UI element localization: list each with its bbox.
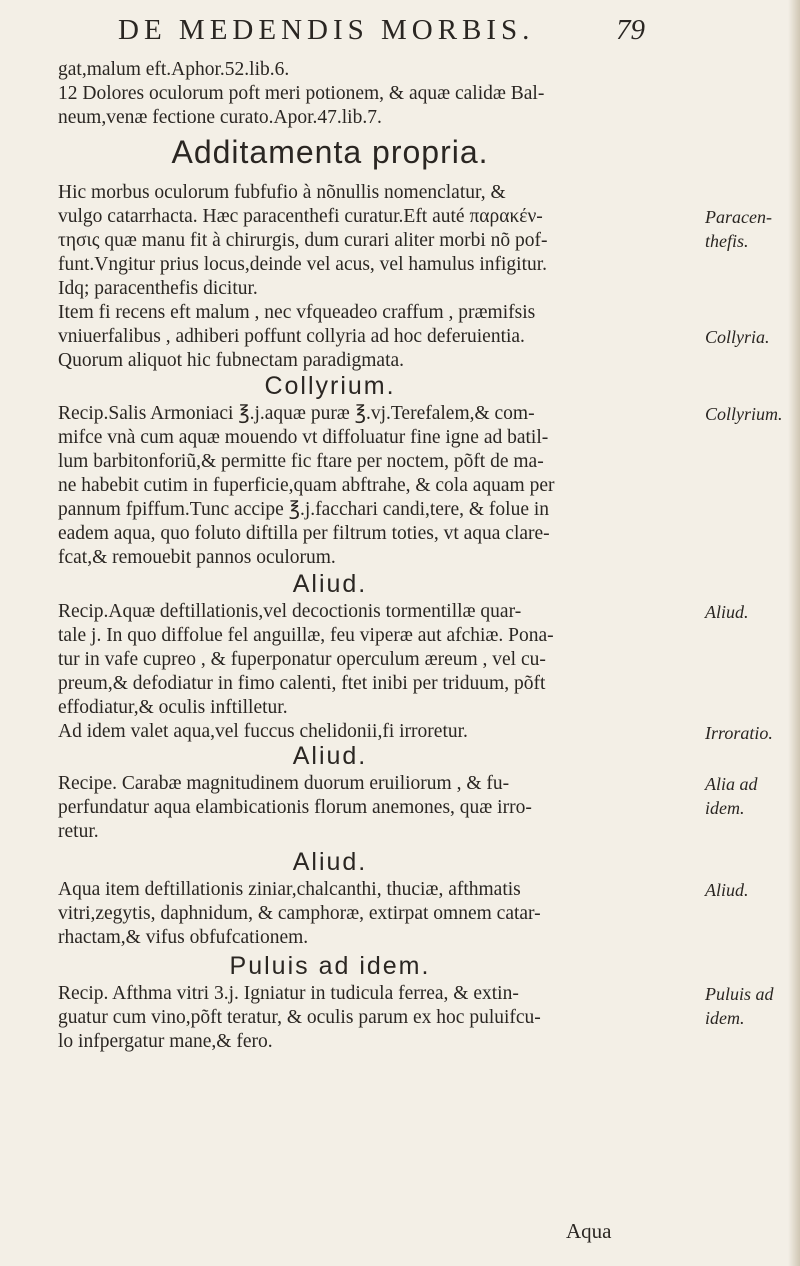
subheading: Collyrium. [264, 372, 396, 400]
text-line: 12 Dolores oculorum poft meri potionem, & aquæ calidæ Bal- [58, 83, 545, 104]
text-line: fcat,& remouebit pannos oculorum. [58, 547, 336, 568]
text-line: lum barbitonforiũ,& permitte fic ftare per noctem, põft de ma- [58, 451, 544, 472]
text-line: ne habebit cutim in fuperficie,quam abftrahe, & cola aquam per [58, 475, 555, 496]
text-line: Recipe. Carabæ magnitudinem duorum eruiliorum , & fu- [58, 773, 510, 794]
section-heading: Additamenta propria. [171, 134, 489, 170]
text-line: eadem aqua, quo foluto diftilla per filtrum toties, vt aqua clare- [58, 523, 550, 544]
text-line: Recip. Afthma vitri 3.j. Igniatur in tudicula ferrea, & extin- [58, 983, 519, 1004]
text-line: vitri,zegytis, daphnidum, & camphoræ, extirpat omnem catar- [58, 903, 541, 924]
text-line: Idq; paracenthefis dicitur. [58, 278, 258, 299]
margin-note: idem. [705, 798, 745, 818]
text-line: tur in vafe cupreo , & fuperponatur operculum æreum , vel cu- [58, 649, 546, 670]
margin-note: Aliud. [705, 880, 749, 900]
text-line: lo infpergatur mane,& fero. [58, 1031, 273, 1052]
subheading: Aliud. [292, 848, 368, 876]
margin-note: Collyria. [705, 327, 770, 347]
subheading: Puluis ad idem. [229, 952, 431, 980]
margin-note: Aliud. [705, 602, 749, 622]
text-line: preum,& defodiatur in fimo calenti, ftet inibi per triduum, põft [58, 673, 546, 694]
text-line: Quorum aliquot hic fubnectam paradigmata. [58, 350, 405, 371]
text-line: tale j. In quo diffolue fel anguillæ, feu viperæ aut afchiæ. Pona- [58, 625, 554, 646]
text-line: Item fi recens eft malum , nec vfqueadeo craffum , præmifsis [58, 302, 536, 323]
margin-note: Collyrium. [705, 404, 783, 424]
text-line: Hic morbus oculorum fubfufio à nõnullis nomenclatur, & [58, 182, 506, 203]
text-line: neum,venæ fectione curato.Apor.47.lib.7. [58, 107, 382, 128]
subheading: Aliud. [292, 570, 368, 598]
page-edge-shadow [788, 0, 800, 1266]
margin-note: Irroratio. [705, 723, 773, 743]
text-line: rhactam,& vifus obfufcationem. [58, 927, 309, 948]
text-line: τησις quæ manu fit à chirurgis, dum curari aliter morbi nõ pof- [58, 230, 548, 251]
subheading: Aliud. [292, 742, 368, 770]
text-line: retur. [58, 821, 99, 842]
margin-note: Paracen- [705, 207, 772, 227]
catchword: Aqua [566, 1219, 612, 1243]
text-line: effodiatur,& oculis inftilletur. [58, 697, 288, 718]
margin-note: Alia ad [705, 774, 758, 794]
text-line: gat,malum eft.Aphor.52.lib.6. [58, 59, 290, 80]
text-line: funt.Vngitur prius locus,deinde vel acus, vel hamulus infigitur. [58, 254, 548, 275]
text-line: vulgo catarrhacta. Hæc paracenthefi curatur.Eft auté παρακέν- [58, 206, 543, 227]
running-header [118, 14, 678, 47]
text-line: Recip.Salis Armoniaci ℥.j.aquæ puræ ℥.vj.Terefalem,& com- [58, 403, 535, 424]
margin-note: Puluis ad [705, 984, 774, 1004]
text-line: perfundatur aqua elambicationis florum anemones, quæ irro- [58, 797, 532, 818]
margin-note: thefis. [705, 231, 749, 251]
running-title: DE MEDENDIS MORBIS. [118, 14, 535, 46]
text-line: pannum fpiffum.Tunc accipe ℥.j.facchari candi,tere, & folue in [58, 499, 550, 520]
page-number: 79 [616, 14, 645, 46]
text-line: vniuerfalibus , adhiberi poffunt collyria ad hoc deferuientia. [58, 326, 525, 347]
text-line: guatur cum vino,põft teratur, & oculis parum ex hoc puluifcu- [58, 1007, 541, 1028]
text-line: Aqua item deftillationis ziniar,chalcanthi, thuciæ, afthmatis [58, 879, 521, 900]
margin-note: idem. [705, 1008, 745, 1028]
text-line: Recip.Aquæ deftillationis,vel decoctionis tormentillæ quar- [58, 601, 522, 622]
text-line: mifce vnà cum aquæ mouendo vt diffoluatur fine igne ad batil- [58, 427, 549, 448]
text-line: Ad idem valet aqua,vel fuccus chelidonii,fi irroretur. [58, 721, 468, 742]
